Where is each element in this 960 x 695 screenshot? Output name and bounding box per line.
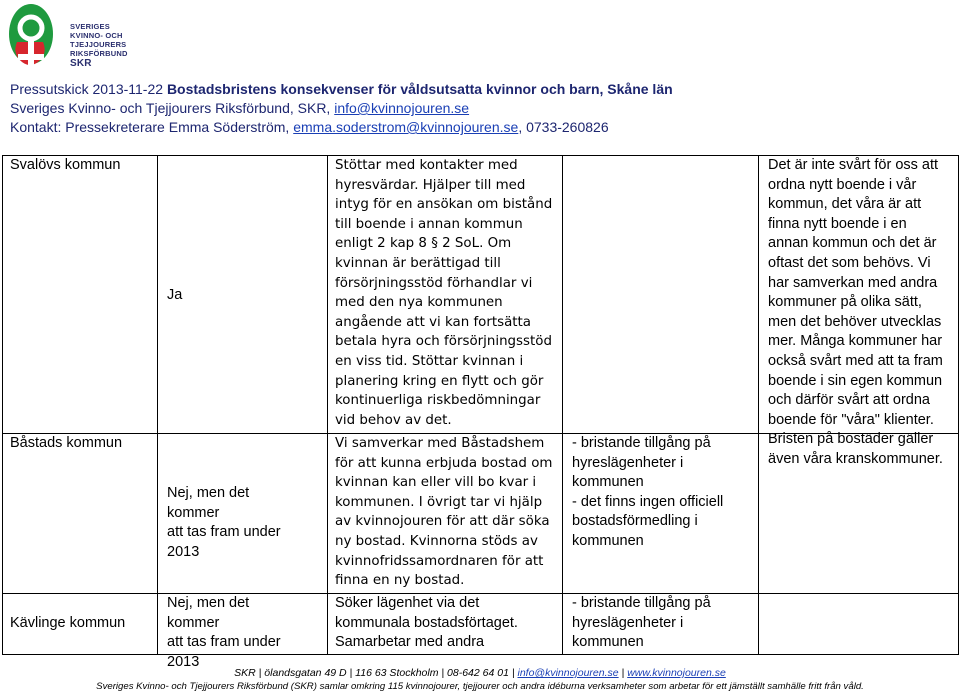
- municipality-svalov: Svalövs kommun: [10, 157, 121, 173]
- text-line: med den nya kommunen: [335, 295, 503, 311]
- skr-logo: [8, 2, 178, 82]
- text-line: 2013: [167, 543, 200, 560]
- text-line: 2013: [167, 653, 200, 670]
- municipality-kavlinge: Kävlinge kommun: [10, 615, 126, 631]
- text-line: intyg för en ansökan om bistånd: [335, 197, 553, 213]
- text-line: kommunen: [572, 634, 644, 651]
- org-name: [70, 22, 178, 70]
- text-line: bostadsförmedling i: [572, 513, 698, 530]
- problems-bastad: [572, 434, 752, 552]
- text-line: kommunala bostadsförtaget.: [335, 614, 518, 631]
- text-line: kommunen: [572, 474, 644, 491]
- municipality-bastad: Båstads kommun: [10, 435, 123, 451]
- answer-kavlinge: [167, 594, 292, 672]
- text-line: kvinnan kan eller vill bo kvar i: [335, 475, 537, 491]
- press-date: Pressutskick 2013-11-22: [10, 81, 164, 97]
- text-line: Nej, men det kommer: [167, 595, 250, 631]
- text-line: kvinnan är berättigad till: [335, 255, 501, 271]
- text-line: också svårt med att ta fram: [768, 352, 943, 369]
- text-line: även våra kranskommuner.: [768, 450, 943, 467]
- text-line: finna en ny bostad.: [335, 573, 465, 589]
- measures-bastad: [335, 434, 560, 591]
- org-line-1: SVERIGES: [70, 22, 110, 31]
- press-contact-phone: , 0733-260826: [518, 119, 609, 135]
- footer-email-link[interactable]: info@kvinnojouren.se: [517, 667, 619, 679]
- text-line: - det finns ingen officiell: [572, 493, 724, 510]
- text-line: till boende i annan kommun: [335, 216, 523, 232]
- problems-kavlinge: [572, 594, 752, 653]
- text-line: ordna nytt boende i vår: [768, 176, 917, 193]
- org-line-4: SKR: [70, 58, 92, 69]
- text-line: Vi samverkar med Båstadshem: [335, 436, 545, 451]
- press-contact-email-link[interactable]: emma.soderstrom@kvinnojouren.se: [293, 119, 519, 135]
- footer-address: SKR | ölandsgatan 49 D | 116 63 Stockholm | 08-642 64 01 |: [234, 667, 515, 679]
- text-line: ny bostad. Kvinnorna stöds av: [335, 533, 538, 549]
- text-line: kommunen. I övrigt tar vi hjälp: [335, 494, 543, 510]
- measures-kavlinge: [335, 594, 560, 653]
- press-title: Bostadsbristens konsekvenser för våldsutsatta kvinnor och barn, Skåne län: [166, 81, 673, 97]
- text-line: att tas fram under: [167, 634, 281, 651]
- text-line: Nej, men det kommer: [167, 485, 250, 521]
- org-email-link[interactable]: info@kvinnojouren.se: [334, 100, 470, 116]
- press-contact-line: [10, 118, 609, 137]
- text-line: - bristande tillgång på: [572, 595, 711, 611]
- text-line: annan kommun och det är: [768, 235, 937, 252]
- text-line: boende för "våra" klienter.: [768, 411, 934, 428]
- text-line: hyreslägenheter i: [572, 454, 684, 471]
- press-header-line: [10, 80, 673, 99]
- text-line: Stöttar med kontakter med: [335, 158, 518, 173]
- text-line: finna nytt boende i en: [768, 215, 907, 232]
- skr-emblem-icon: [8, 2, 64, 80]
- text-line: enligt 2 kap 8 § 2 SoL. Om: [335, 236, 512, 252]
- text-line: en viss tid. Stöttar kvinnan i: [335, 353, 524, 369]
- press-contact-text: Kontakt: Pressekreterare Emma Söderström,: [10, 119, 290, 135]
- org-line-3: RIKSFÖRBUND: [70, 49, 128, 58]
- footer-contact: [0, 667, 960, 679]
- footer-separator: |: [618, 667, 628, 679]
- text-line: Samarbetar med andra: [335, 634, 485, 651]
- text-line: av kvinnojouren för att där söka: [335, 514, 550, 530]
- table-cell: [563, 156, 759, 434]
- text-line: oftast det som behövs. Vi: [768, 254, 931, 271]
- measures-svalov: [335, 156, 560, 430]
- text-line: hyreslägenheter i: [572, 614, 684, 631]
- text-line: Bristen på bostäder gäller: [768, 431, 934, 448]
- org-line-2: KVINNO- OCH TJEJJOURERS: [70, 31, 127, 49]
- comment-svalov: [768, 156, 953, 470]
- answer-bastad: [167, 484, 292, 562]
- org-contact-text: Sveriges Kvinno- och Tjejjourers Riksförbund, SKR,: [10, 100, 331, 116]
- text-line: kvinnofridssamordnaren för att: [335, 553, 544, 569]
- text-line: och därför svårt att ordna: [768, 392, 930, 409]
- text-line: hyresvärdar. Hjälper till med: [335, 177, 526, 193]
- answer-svalov: Ja: [167, 287, 183, 303]
- text-line: betala hyra och försörjningsstöd: [335, 334, 552, 350]
- text-line: planering kring en flytt och gör: [335, 373, 544, 389]
- text-line: kommuner på olika sätt,: [768, 294, 922, 311]
- table-cell: [3, 156, 158, 434]
- text-line: angående att vi kan fortsätta: [335, 314, 532, 330]
- text-line: men det behöver utvecklas: [768, 313, 942, 330]
- text-line: mer. Många kommuner har: [768, 333, 943, 350]
- text-line: vid behov av det.: [335, 412, 452, 428]
- text-line: att tas fram under: [167, 524, 281, 541]
- footer-website-link[interactable]: www.kvinnojouren.se: [627, 667, 726, 679]
- table-cell: [759, 594, 959, 655]
- text-line: Söker lägenhet via det: [335, 595, 480, 611]
- text-line: boende i sin egen kommun: [768, 372, 943, 389]
- text-line: kommun, det våra är att: [768, 196, 922, 213]
- footer-about: Sveriges Kvinno- och Tjejjourers Riksförbund (SKR) samlar omkring 115 kvinnojourer, tjejjourer och andra idéburna verksamheter som arbetar för ett jämställt samhälle fritt från våld.: [96, 681, 864, 692]
- text-line: - bristande tillgång på: [572, 435, 711, 451]
- text-line: Det är inte svårt för oss att: [768, 157, 939, 173]
- text-line: försörjningsstöd förhandlar vi: [335, 275, 533, 291]
- text-line: kontinuerliga riskbedömningar: [335, 393, 541, 409]
- text-line: har samverkan med andra: [768, 274, 938, 291]
- table-cell: [3, 434, 158, 594]
- text-line: kommunen: [572, 532, 644, 549]
- text-line: för att kunna erbjuda bostad om: [335, 455, 553, 471]
- org-contact-line: [10, 99, 469, 118]
